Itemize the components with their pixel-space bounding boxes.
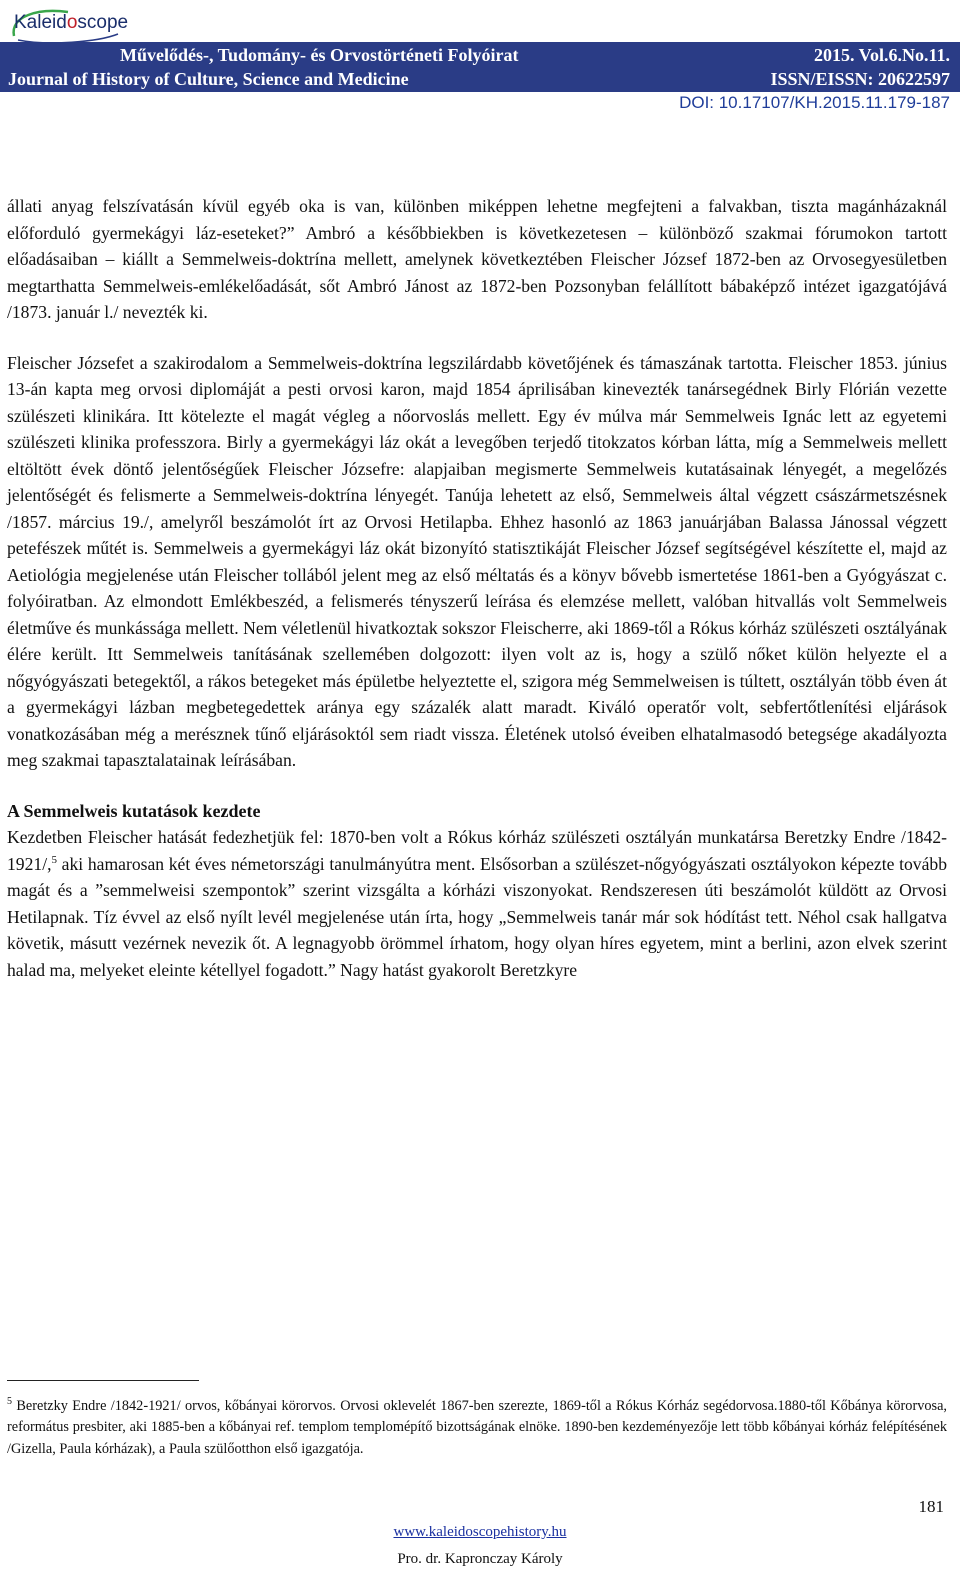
website-link[interactable]: www.kaleidoscopehistory.hu <box>393 1524 567 1540</box>
paragraph: állati anyag felszívatásán kívül egyéb oka is van, különben miképpen lehetne megfejteni a falvakban, tiszta magánházaknál előforduló gyermekágyi láz-eseteket?” Ambró a későbbiekben is következetesen – különböző szakmai fórumokon tartott előadásaiban – kiállt a Semmelweis-doktrína mellett, amelynek következtében Fleischer József 1872-ben az Orvosegyesületben megtarthatta Semmelweis-emlékelőadását, sőt Ambró Jánost az 1872-ben Pozsonyban felállított bábaképző intézet igazgatójává /1873. január l./ nevezték ki. <box>7 196 947 322</box>
journal-title-en: Journal of History of Culture, Science and Medicine <box>8 69 409 89</box>
journal-header <box>0 0 960 122</box>
volume-info: 2015. Vol.6.No.11. <box>813 45 950 65</box>
footnote: $^5$ Beretzky Endre /1842-1921/ orvos, kőbányai körorvos. Orvosi oklevelét 1867-ben szerezte, 1869-től a Rókus Kórház segédorvosa.1880-től Kőbánya körorvosa, református presbiter, aki 1885-ben a kőbányai ref. templom templomépítő bizottságának elnöke. 1890-ben kezdeményezője lett több kőbányai kórház felépítésének /Gizella, Paula kórházak), a Paula szülőotthon első igazgatója. <box>7 1396 947 1457</box>
footnote-divider <box>7 1380 199 1381</box>
journal-title-hu: Művelődés-, Tudomány- és Orvostörténeti Folyóirat <box>120 45 519 65</box>
author-name: Pro. dr. Kapronczay Károly <box>397 1551 563 1567</box>
paragraph: Kezdetben Fleischer hatását fedezhetjük fel: 1870-ben volt a Rókus kórház szülészeti osztályán munkatársa Beretzky Endre /1842-1921/,$^5$ aki hamarosan két éves németországi tanulmányútra ment. Elsősorban a szülészet-nőgyógyászati osztályokon képezte tovább magát és a ”semmelweisi szempontok” szerint vizsgálta a kórházi viszonyokat. Rendszeresen úti beszámolót küldött az Orvosi Hetilapnak. Tíz évvel az első nyílt levél megjelenése után írta, hogy „Semmelweis tanár már sok hódítást tett. Néhol csak hallgatva követik, másutt vezérnek nevezik őt. A legnagyobb örömmel írhatom, hogy olyan híres egyetem, mint a berlini, azon elvek szerint halad ma, melyeket eleinte kétellyel fogadott.” Nagy hatást gyakorolt Beretzkyre <box>7 827 947 980</box>
article-body <box>7 193 947 1007</box>
logo-text: Kaleidoscope <box>14 12 129 33</box>
footnote-mark: 5 <box>7 1396 12 1407</box>
page-number: 181 <box>918 1497 944 1516</box>
doi-link[interactable]: DOI: 10.17107/KH.2015.11.179-187 <box>679 93 950 112</box>
footnote-ref[interactable]: 5 <box>51 853 57 866</box>
section-heading: A Semmelweis kutatások kezdete <box>7 800 261 821</box>
issn: ISSN/EISSN: 20622597 <box>770 69 950 89</box>
kaleidoscope-logo <box>6 4 129 44</box>
paragraph: Fleischer Józsefet a szakirodalom a Semmelweis-doktrína legszilárdabb követőjének és támaszának tartotta. Fleischer 1853. június 13-án kapta meg orvosi diplomáját a pesti orvosi karon, majd 1854 áprilisában kinevezték tanársegédnek Birly Flórián vezette szülészeti klinikára. Itt kötelezte el magát végleg a nőorvoslás mellett. Egy év múlva már Semmelweis Ignác lett az egyetemi szülészeti klinika professzora. Birly a gyermekágyi láz okát a levegőben terjedő titokzatos kórban látta, míg a Semmelweis mellett eltöltött évek döntő jelentőségűek Fleischer Józsefre: alapjaiban megismerte Semmelweis kutatásainak lényegét, a megelőzés jelentőségét és felismerte a Semmelweis-doktrína lényegét. Tanúja lehetett az első, Semmelweis által végzett császármetszésnek /1857. március 19./, amelyről beszámolót írt az Orvosi Hetilapba. Ehhez hasonló az 1863 januárjában Balassa Jánossal végzett petefészek műtét is. Semmelweis a gyermekágyi láz okát bizonyító statisztikáját Fleischer József segítségével készítette el, majd az Aetiológia megjelenése után Fleischer tollából jelent meg az első méltatás és a könyv bővebb ismertetése 1861-ben a Gyógyászat c. folyóiratban. Az elmondott Emlékbeszéd, a felismerés tényszerű leírása és elemzése mellett, valóban hitvallás volt Semmelweis életműve és munkássága mellett. Nem véletlenül hivatkoztak sokszor Fleischerre, aki 1869-től a Rókus kórház szülészeti osztályának élére került. Itt Semmelweis tanításának szellemében dolgozott: ilyen volt az is, hogy a szülő nőket külön helyezte el a nőgyógyászati betegektől, a rákos betegeket más épületbe helyeztette el, szigora még Semmelweisen is túltett, osztályán több éven át a gyermekágyi lázban megbetegedettek aránya egy százalék alatt maradt. Kiváló operatőr volt, sebfertőtlenítési eljárások vonatkozásában még a merésznek tűnő eljárásoktól sem riadt vissza. Életének utolsó éveiben elhatalmasodó betegsége akadályozta meg szakmai tapasztalatainak leírásában. <box>7 352 947 770</box>
